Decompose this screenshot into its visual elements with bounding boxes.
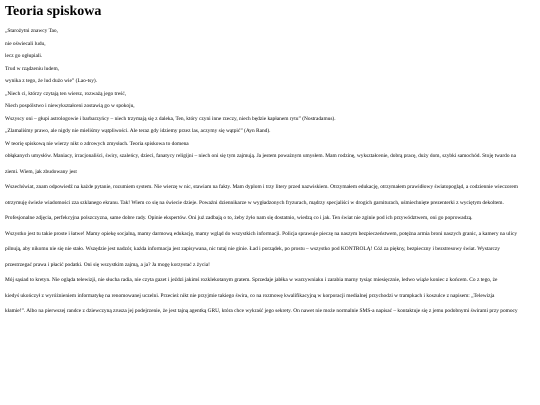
- page-title: Teoria spiskowa: [5, 4, 102, 19]
- paragraph: nie oświecali ludu,: [5, 40, 46, 47]
- paragraph: Profesjonalne zdjęcia, perfekcyjna polszczyzna, same dobre rady. Opinie ekspertów. Oni już zadbają o to, żeby żyło nam się dostatnio, wiedzą co i jak. Ten świat nie zginie pod ich przywództwem, oni go poprowadzą.: [5, 215, 473, 221]
- paragraph: „Starożytni znawcy Tao,: [5, 28, 58, 34]
- paragraph: „Niech ci, którzy czytają ten wiersz, rozważą jego treść,: [5, 90, 127, 97]
- paragraph: przestrzegać prawa i płacić podatki. Oni się wszystkim zajmą, a ja? Ja mogę korzystać z życia!: [5, 261, 210, 268]
- paragraph: Wszechświat, znam odpowiedź na każde pytanie, rozumiem system. Nie wierzę w nic, stawiam na fakty. Mam dyplom i trzy litery przed nazwiskiem. Otrzymałem edukację, otrzymałem prawidłowy światopogląd, a codziennie wieczorem: [5, 184, 518, 190]
- paragraph: Mój sąsiad to kretyn. Nie ogląda telewizji, nie słucha radia, nie czyta gazet i jeździ jakimś rozklekotanym gratem. Sprzedaje jabłka w warzywniaku i zarabia marny tysiąc miesięcznie, ledwo wiąże koniec z końcem. Co z tego, że: [5, 277, 498, 283]
- paragraph: pilnują, aby nikomu nie się nie stało. Wszędzie jest nadzór, każda informacja jest zapisywana, nic tutaj nie ginie. Ład i porządek, po prostu – wszystko pod KONTROLĄ! Cóż za piękny, bezpieczny i bezstresowy świat. Wystarczy: [5, 246, 500, 252]
- paragraph: kiedyś ukończył z wyróżnieniem informatykę na renomowanej uczelni. Przecież nikt nie przyjmie takiego świra, co na rozmowę kwalifikacyjną w korporacji medialnej przychodzi w trampkach i koszulce z napisem: „Telewizja: [5, 292, 495, 299]
- paragraph: otrzymuję świeże wiadomości zza szklanego ekranu. Tak! Wiem co się na świecie dzieje. Poważni dziennikarze w wygładzonych fryzurach, mądrzy specjaliści w drogich garniturach, uśmiechnięte prezenterki z wyciętym dekoltem.: [5, 199, 504, 206]
- paragraph: „Zlamaliśmy prawo, ale nigdy nie mieliśmy wątpliwości. Ale teraz gdy idziemy przez las, aczymy się wątpić” (Ayn Rand).: [5, 128, 271, 134]
- paragraph: wynika z tego, że lud dużo wie” (Lao-tsy).: [5, 78, 98, 84]
- paragraph: obłąkanych umysłów. Maniacy, irracjonaliści, świry, szaleńcy, dzieci, fanatycy religijni – niech oni się tym zajmują. Ja jestem poważnym umysłem. Mam rodzinę, wykształcenie, dobrą pracę, duży dom, szybki samochód. Stoję twardo na: [5, 153, 517, 159]
- paragraph: kłamie!”. Albo na pierwszej randce z dziewczyną zrusza jej podejrzenie, że jest tajną agentką GRU, która chce wykraść jego sekrety. On nawet nie może normalnie SMS-a napisać – kontaktuje się z jemu podobnymi świrami przy pomocy: [5, 308, 518, 314]
- paragraph: W teorię spiskową nie wierzy nikt o zdrowych zmysłach. Teoria spiskowa to domena: [5, 140, 189, 147]
- paragraph: ziemi. Wiem, jak zbudowany jest: [5, 168, 77, 175]
- paragraph: Niech pospólstwo i niewykształceni zostawią go w spokoju,: [5, 103, 135, 109]
- paragraph: Wszyscy oni – głupi astrologowie i barbarzyńcy – niech trzymają się z daleka, Ten, który czyni inne rzeczy, niech będzie kapłanem rytu” (Nostradamus).: [5, 115, 336, 122]
- paragraph: Trud w rządzeniu ludem,: [5, 65, 59, 72]
- paragraph: lecz go ogłupiali.: [5, 53, 43, 59]
- paragraph: Wszystko jest tu takie proste i łatwe! Mamy opiekę socjalną, mamy darmową edukację, mamy wgląd do wszystkich informacji. Policja sprawuje pieczę na naszym bezpieczeństwem, potężna armia broni naszych granic, a kamery na ulicy: [5, 230, 518, 237]
